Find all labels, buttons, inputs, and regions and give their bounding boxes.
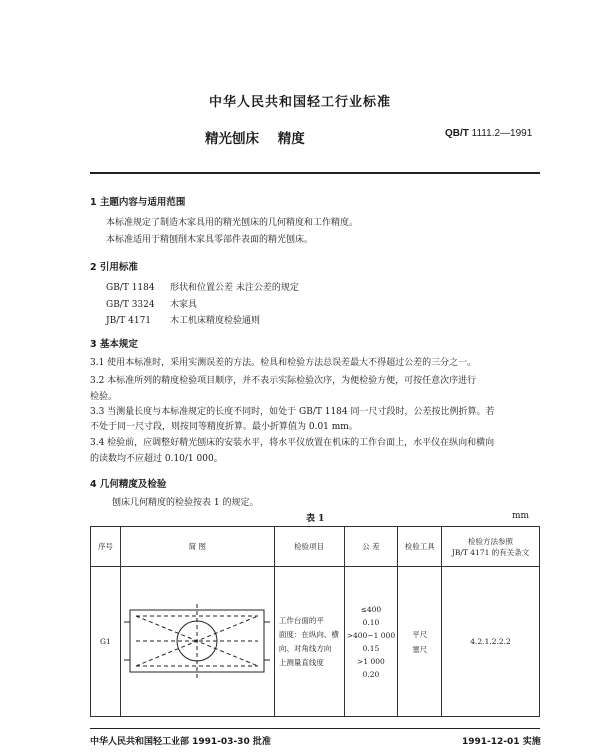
table-header-row <box>91 527 540 567</box>
row-no: G1 <box>91 567 121 717</box>
row-method: 4.2.1.2.2.2 <box>442 567 540 717</box>
standard-code <box>445 128 532 139</box>
item-line: 工作台面的平 <box>278 615 324 625</box>
table-row <box>91 567 540 717</box>
reference-code: GB/T 3324 <box>106 300 155 310</box>
section-2-heading: 2 引用标准 <box>90 262 138 273</box>
tolerance-line: 0.20 <box>362 669 380 679</box>
header-diagram: 简 图 <box>120 527 274 567</box>
clause-3-1: 3.1 使用本标准时，采用实测误差的方法。检具和检验方法总误差最大不得超过公差的三分之一。 <box>90 358 477 368</box>
item-line: 向、对角线方向 <box>278 643 332 653</box>
reference-code: JB/T 4171 <box>106 316 152 326</box>
reference-title: 木工机床精度检验通则 <box>170 316 261 326</box>
row-diagram <box>120 567 274 717</box>
section-3-heading: 3 基本规定 <box>90 339 138 350</box>
reference-code: GB/T 1184 <box>106 283 155 293</box>
standard-code-number: 1111.2—1991 <box>471 128 533 139</box>
header-tolerance: 公 差 <box>344 527 398 567</box>
clause-3-3-line-1: 3.3 当测量长度与本标准规定的长度不同时，如处于 GB/T 1184 同一尺寸段时，公差按比例折算。若 <box>90 407 495 417</box>
header-tool: 检验工具 <box>398 527 442 567</box>
clause-3-2-line-2: 检验。 <box>90 392 118 402</box>
approval-note: 中华人民共和国轻工业部 1991-03-30 批准 <box>90 737 271 747</box>
table-caption: 表 1 <box>306 514 325 524</box>
document-title: 精光刨床 精度 <box>205 131 305 147</box>
section-4-intro: 刨床几何精度的检验按表 1 的规定。 <box>112 498 259 508</box>
tool-line: 塞尺 <box>412 644 428 654</box>
row-tolerance <box>344 567 398 717</box>
item-line: 面度：在纵向、横 <box>278 629 339 639</box>
tolerance-line: 0.10 <box>362 617 380 627</box>
section-1-para-1: 本标准规定了制造木家具用的精光刨床的几何精度和工作精度。 <box>106 218 359 228</box>
implementation-date: 1991-12-01 实施 <box>462 737 541 747</box>
reference-title: 木家具 <box>170 300 198 310</box>
row-tool <box>398 567 442 717</box>
tolerance-line: >400~1 000 <box>346 630 396 640</box>
reference-item <box>106 297 197 310</box>
item-line: 上测量直线度 <box>278 657 324 667</box>
clause-3-4-line-2: 的读数均不应超过 0.10/1 000。 <box>90 454 223 464</box>
header-method-line-1: 检验方法参照 <box>468 536 514 546</box>
standard-code-prefix: QB/T <box>445 128 469 139</box>
tolerance-line: >1 000 <box>357 656 385 666</box>
standard-org-title: 中华人民共和国轻工行业标准 <box>208 95 391 110</box>
planer-table-diagram <box>122 596 272 686</box>
reference-item <box>106 280 299 293</box>
header-method-line-2: JB/T 4171 的有关条文 <box>451 547 530 557</box>
reference-item <box>106 313 260 326</box>
precision-table <box>90 526 540 717</box>
footer-divider <box>90 728 540 729</box>
header-divider <box>90 172 540 174</box>
tool-line: 平尺 <box>412 629 428 639</box>
tolerance-line: 0.15 <box>362 643 380 653</box>
tolerance-line: ≤400 <box>360 604 382 614</box>
header-item: 检验项目 <box>274 527 344 567</box>
header-method <box>442 527 540 567</box>
reference-title: 形状和位置公差 未注公差的规定 <box>170 283 299 293</box>
clause-3-4-line-1: 3.4 检验前，应调整好精光刨床的安装水平，将水平仪放置在机床的工作台面上，水平仪在纵向和横向 <box>90 438 495 448</box>
row-item <box>274 567 344 717</box>
clause-3-2-line-1: 3.2 本标准所列的精度检验项目顺序，并不表示实际检验次序，为便检验方便，可按任意次序进行 <box>90 376 477 386</box>
header-no: 序号 <box>91 527 121 567</box>
table-unit: mm <box>512 511 530 521</box>
section-1-para-2: 本标准适用于精刨削木家具零部件表面的精光刨床。 <box>106 235 314 245</box>
section-4-heading: 4 几何精度及检验 <box>90 479 167 490</box>
section-1-heading: 1 主题内容与适用范围 <box>90 197 186 208</box>
clause-3-3-line-2: 不处于同一尺寸段，则按同等精度折算。最小折算值为 0.01 mm。 <box>90 422 358 432</box>
